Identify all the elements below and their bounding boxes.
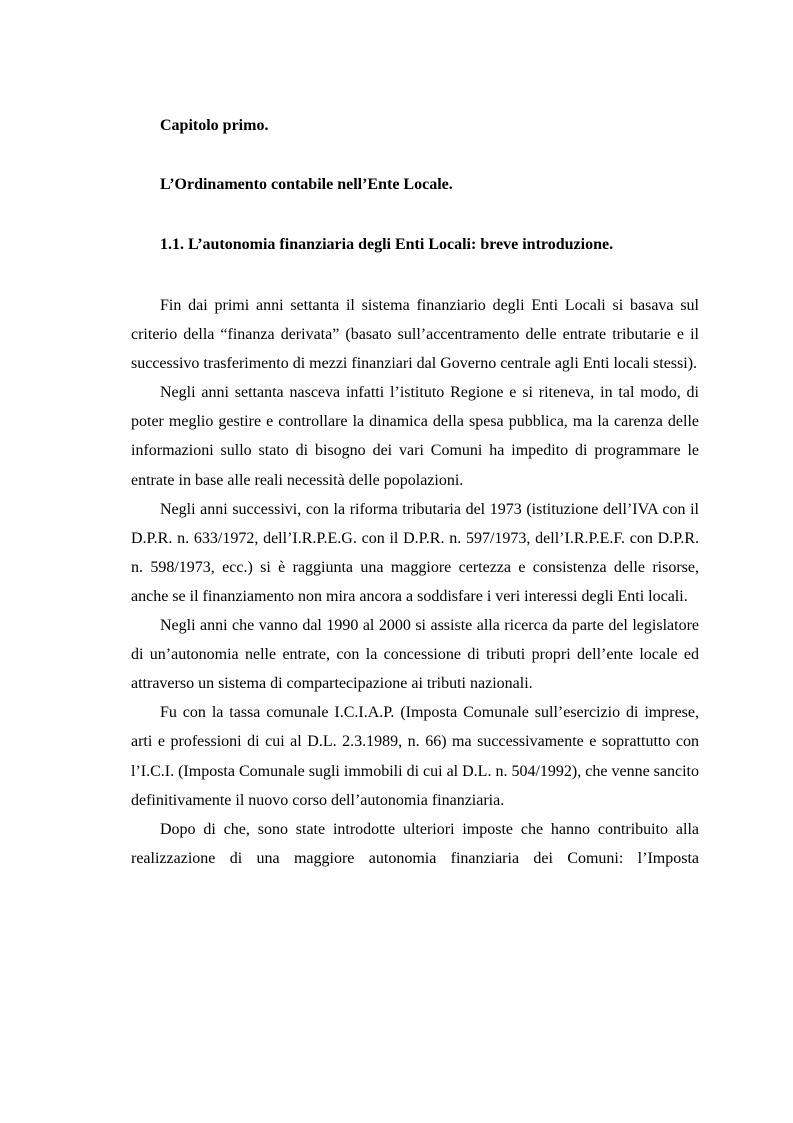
chapter-heading: Capitolo primo. — [160, 117, 269, 134]
paragraph: Dopo di che, sono state introdotte ulteriori imposte che hanno contribuito alla realizzazione di una maggiore autonomia finanziaria dei Comuni: l’Imposta — [131, 820, 699, 867]
body-text — [131, 291, 699, 873]
paragraph: Negli anni successivi, con la riforma tributaria del 1973 (istituzione dell’IVA con il D.P.R. n. 633/1972, dell’I.R.P.E.G. con il D.P.R. n. 597/1973, dell’I.R.P.E.F. con D.P.R. n. 598/1973, ecc.) si è raggiunta una maggiore certezza e consistenza delle risorse, anche se il finanziamento non mira ancora a soddisfare i veri interessi degli Enti locali. — [131, 500, 699, 605]
paragraph: Negli anni che vanno dal 1990 al 2000 si assiste alla ricerca da parte del legislatore di un’autonomia nelle entrate, con la concessione di tributi propri dell’ente locale ed attraverso un sistema di compartecipazione ai tributi nazionali. — [131, 617, 699, 693]
paragraph: Fu con la tassa comunale I.C.I.A.P. (Imposta Comunale sull’esercizio di imprese, arti e professioni di cui al D.L. 2.3.1989, n. 66) ma successivamente e soprattutto con l’I.C.I. (Imposta Comunale sugli immobili di cui al D.L. n. 504/1992), che venne sancito definitivamente il nuovo corso dell’autonomia finanziaria. — [131, 704, 699, 809]
paragraph: Fin dai primi anni settanta il sistema finanziario degli Enti Locali si basava sul criterio della “finanza derivata” (basato sull’accentramento delle entrate tributarie e il successivo trasferimento di mezzi finanziari dal Governo centrale agli Enti locali stessi). — [131, 297, 699, 373]
chapter-title: L’Ordinamento contabile nell’Ente Locale. — [160, 176, 453, 193]
paragraph: Negli anni settanta nasceva infatti l’istituto Regione e si riteneva, in tal modo, di poter meglio gestire e controllare la dinamica della spesa pubblica, ma la carenza delle informazioni sullo stato di bisogno dei vari Comuni ha impedito di programmare le entrate in base alle reali necessità delle popolazioni. — [131, 384, 699, 489]
section-heading: 1.1. L’autonomia finanziaria degli Enti Locali: breve introduzione. — [160, 236, 614, 253]
